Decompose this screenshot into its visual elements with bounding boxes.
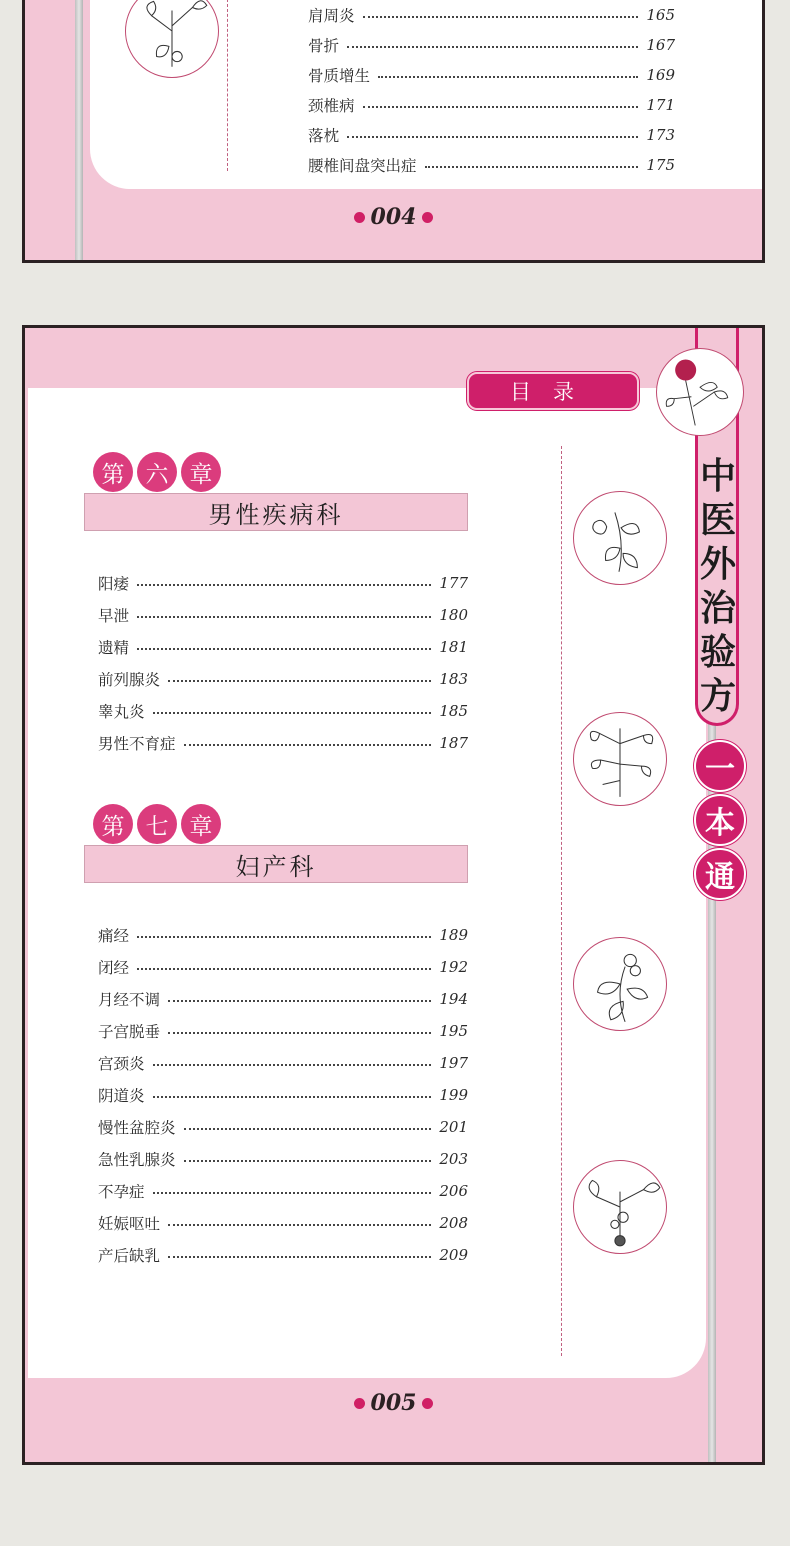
toc-entry[interactable] [308,153,675,177]
dot-leader [137,616,431,618]
dot-leader [347,46,638,48]
toc-entry-title: 阴道炎 [98,1087,145,1105]
toc-entry-page: 189 [439,926,468,944]
toc-entry-title: 骨质增生 [308,67,371,85]
toc-entry[interactable] [98,1083,468,1107]
toc-entry-title: 男性不育症 [98,735,176,753]
dot-leader [347,136,638,138]
chapter-label [93,452,221,492]
dashed-divider [227,0,228,171]
book-page-main [22,325,765,1465]
toc-entry-title: 产后缺乳 [98,1247,161,1265]
toc-entry-title: 不孕症 [98,1183,145,1201]
toc-entry-title: 妊娠呕吐 [98,1215,161,1233]
toc-entry-page: 209 [439,1246,468,1264]
chapter-label [93,804,221,844]
toc-entry-page: 177 [439,574,468,592]
toc-entry[interactable] [308,123,675,147]
chapter-title: 妇产科 [84,845,468,883]
side-title-char: 医 [699,499,736,541]
dot-leader [168,1000,431,1002]
toc-entry-page: 181 [439,638,468,656]
toc-entry[interactable] [98,699,468,723]
dot-leader [378,76,638,78]
chapter-label-char: 章 [181,804,221,844]
toc-entry-page: 206 [439,1182,468,1200]
toc-entry[interactable] [98,955,468,979]
side-title-char: 外 [699,543,736,585]
berry-illustration-icon [573,937,667,1031]
toc-entry[interactable] [98,731,468,755]
toc-entry-title: 前列腺炎 [98,671,161,689]
toc-entry-page: 185 [439,702,468,720]
dot-leader [168,680,431,682]
page-number [25,1390,762,1416]
toc-entry-page: 203 [439,1150,468,1168]
bullet-dot-icon [354,212,365,223]
dot-leader [137,936,431,938]
side-round-char: 通 [694,848,746,900]
chapter-label-char: 六 [137,452,177,492]
toc-entry-page: 180 [439,606,468,624]
dot-leader [184,1128,432,1130]
toc-entry[interactable] [98,1051,468,1075]
side-round-char: 一 [694,740,746,792]
chapter-title: 男性疾病科 [84,493,468,531]
side-title-char: 治 [699,587,736,629]
toc-entry[interactable] [98,923,468,947]
toc-entry-page: 173 [646,126,675,144]
toc-entry[interactable] [98,987,468,1011]
toc-entry-title: 子宫脱垂 [98,1023,161,1041]
toc-entry-page: 167 [646,36,675,54]
toc-header-badge: 目录 [467,372,639,410]
toc-entry-page: 201 [439,1118,468,1136]
toc-entry-title: 急性乳腺炎 [98,1151,176,1169]
toc-entry-page: 192 [439,958,468,976]
dot-leader [168,1224,431,1226]
dot-leader [363,106,639,108]
side-title [698,454,738,718]
toc-entry[interactable] [308,93,675,117]
ginger-illustration-icon [573,491,667,585]
dot-leader [137,584,431,586]
dot-leader [184,1160,432,1162]
toc-entry-page: 171 [646,96,675,114]
hawthorn-illustration-icon [573,1160,667,1254]
chapter-label-char: 第 [93,452,133,492]
toc-entry[interactable] [98,1179,468,1203]
bullet-dot-icon [354,1398,365,1409]
toc-entry-title: 颈椎病 [308,97,355,115]
side-round-char: 本 [694,794,746,846]
toc-entry-title: 骨折 [308,37,340,55]
toc-entry[interactable] [98,635,468,659]
toc-entry-page: 169 [646,66,675,84]
toc-entry[interactable] [98,1115,468,1139]
chapter-label-char: 章 [181,452,221,492]
toc-entry-page: 183 [439,670,468,688]
herb-illustration-icon [125,0,219,78]
toc-entry-title: 遗精 [98,639,130,657]
toc-entry[interactable] [98,1211,468,1235]
toc-entry[interactable] [98,603,468,627]
side-title-char: 方 [699,675,736,717]
dot-leader [184,744,432,746]
toc-entry-title: 落枕 [308,127,340,145]
toc-entry-title: 月经不调 [98,991,161,1009]
peony-illustration-icon [656,348,744,436]
dot-leader [153,1096,432,1098]
toc-entry[interactable] [98,571,468,595]
bullet-dot-icon [422,1398,433,1409]
toc-entry[interactable] [98,1019,468,1043]
dot-leader [168,1032,431,1034]
page-number-text: 004 [370,204,417,230]
dot-leader [153,1064,432,1066]
toc-entry-page: 208 [439,1214,468,1232]
page-number-text: 005 [370,1390,417,1416]
toc-entry-title: 慢性盆腔炎 [98,1119,176,1137]
toc-entry-page: 175 [646,156,675,174]
toc-entry-title: 睾丸炎 [98,703,145,721]
toc-entry-title: 宫颈炎 [98,1055,145,1073]
dot-leader [137,648,431,650]
toc-entry-title: 阳痿 [98,575,130,593]
toc-entry[interactable] [308,3,675,27]
toc-entry[interactable] [98,667,468,691]
dot-leader [153,712,432,714]
toc-entry-page: 187 [439,734,468,752]
page-number [25,204,762,230]
dot-leader [168,1256,431,1258]
dot-leader [137,968,431,970]
toc-entry-page: 199 [439,1086,468,1104]
toc-entry-page: 194 [439,990,468,1008]
toc-entry-title: 痛经 [98,927,130,945]
toc-entry-page: 197 [439,1054,468,1072]
chapter-label-char: 第 [93,804,133,844]
side-title-char: 验 [699,631,736,673]
toc-entry-title: 肩周炎 [308,7,355,25]
dashed-divider [561,446,562,1356]
dot-leader [425,166,639,168]
side-title-char: 中 [699,455,736,497]
toc-entry[interactable] [98,1243,468,1267]
toc-entry-title: 腰椎间盘突出症 [308,157,417,175]
toc-entry-title: 闭经 [98,959,130,977]
toc-entry-title: 早泄 [98,607,130,625]
book-page-top [22,0,765,263]
toc-entry-page: 165 [646,6,675,24]
chapter-label-char: 七 [137,804,177,844]
toc-entry[interactable] [98,1147,468,1171]
dot-leader [363,16,639,18]
dot-leader [153,1192,432,1194]
toc-entry[interactable] [308,33,675,57]
toc-entry[interactable] [308,63,675,87]
bullet-dot-icon [422,212,433,223]
toc-entry-page: 195 [439,1022,468,1040]
leaf-illustration-icon [573,712,667,806]
